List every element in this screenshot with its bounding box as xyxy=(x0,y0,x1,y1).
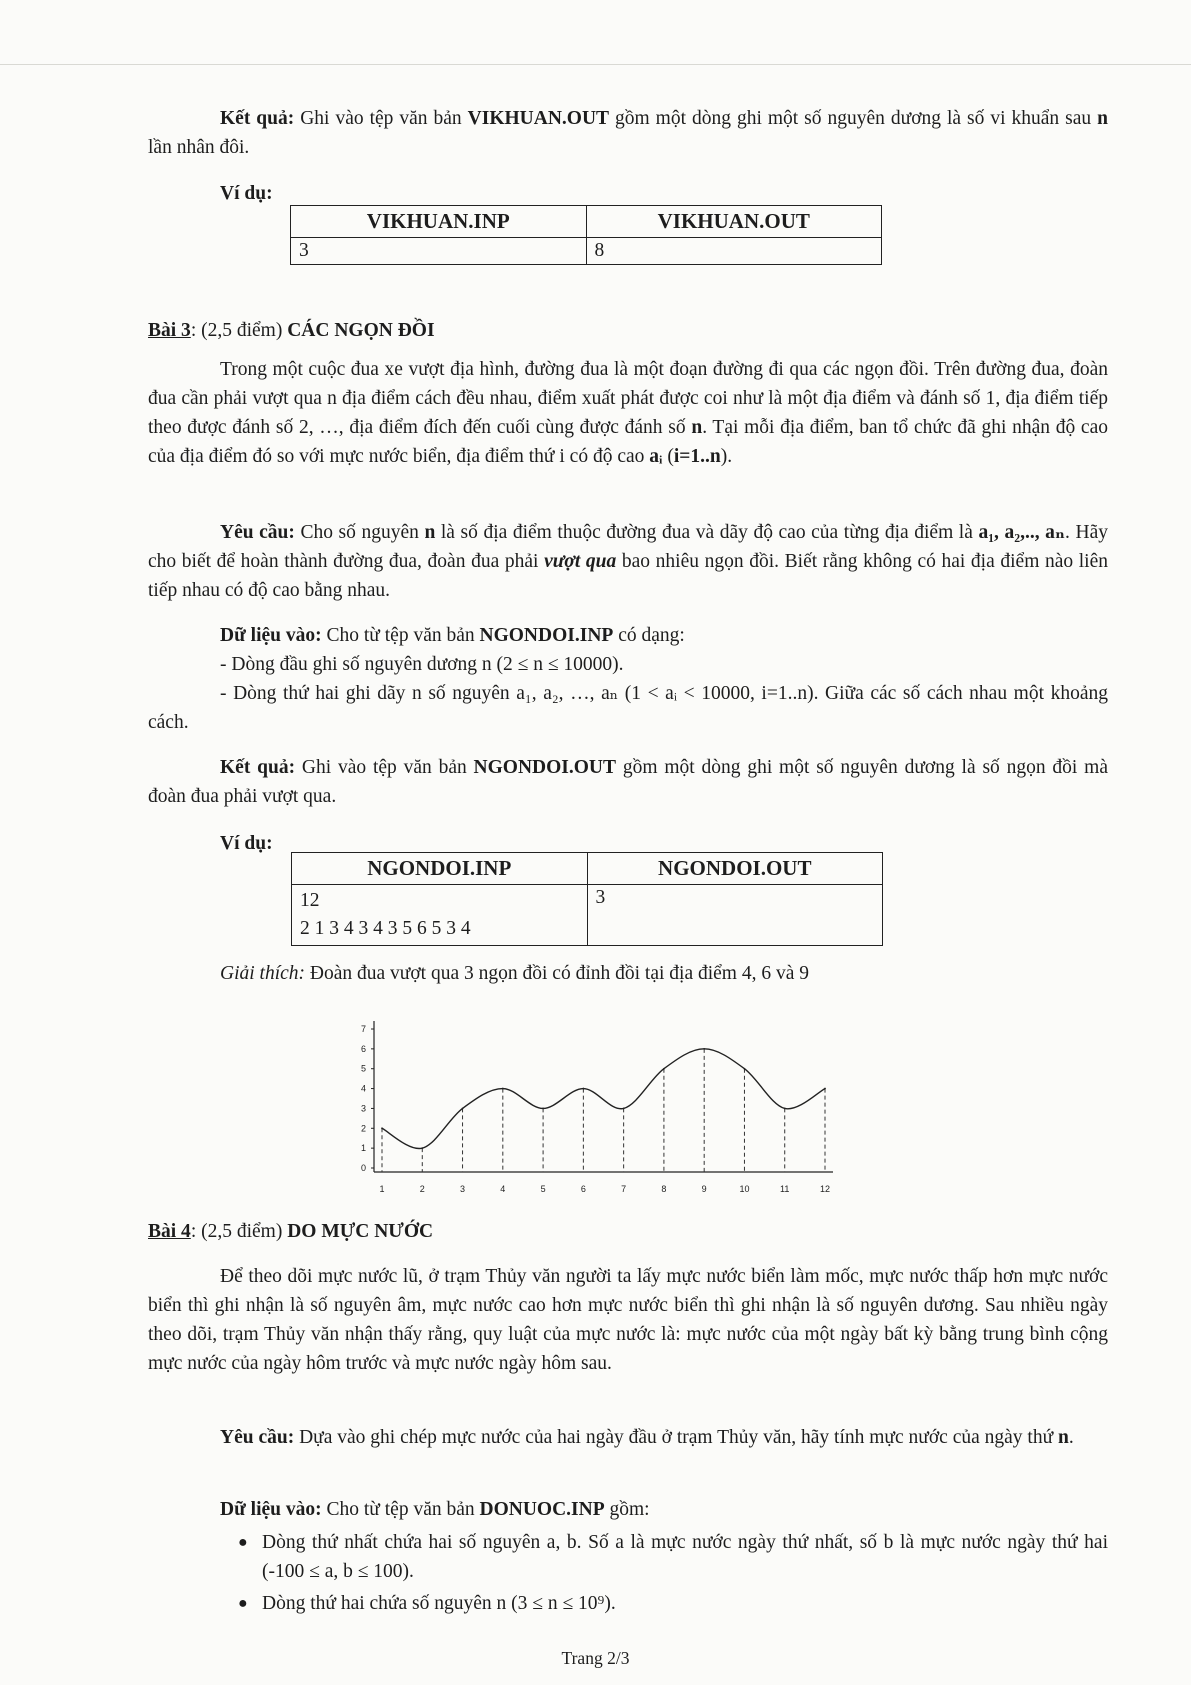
bai3-example-label: Ví dụ: xyxy=(220,833,273,854)
data-point xyxy=(502,1088,504,1090)
x-tick-label: 9 xyxy=(701,1184,707,1194)
data-point xyxy=(703,1048,705,1050)
bai3-input-spec: Dữ liệu vào: Cho từ tệp văn bản NGONDOI.INP có dạng: xyxy=(220,625,685,646)
ngondoi-example-table xyxy=(291,852,883,946)
data-point xyxy=(784,1108,786,1110)
input-line-1: 12 xyxy=(300,890,320,911)
data-point xyxy=(381,1127,383,1129)
data-point xyxy=(582,1088,584,1090)
bullet-icon: ● xyxy=(238,1534,248,1551)
x-tick-label: 1 xyxy=(379,1184,385,1194)
table-header-output: VIKHUAN.OUT xyxy=(586,206,882,238)
table-header-output: NGONDOI.OUT xyxy=(587,853,883,885)
table-cell-input xyxy=(292,885,588,946)
bai4-input-bullets xyxy=(238,1528,1108,1618)
x-tick-label: 7 xyxy=(621,1184,627,1194)
vikhuan-result-paragraph: Kết quả: Ghi vào tệp văn bản VIKHUAN.OUT gồm một dòng ghi một số nguyên dương là số vi khuẩn sau n lần nhân đôi. xyxy=(148,108,1108,158)
table-header-input: VIKHUAN.INP xyxy=(291,206,587,238)
scan-edge-line xyxy=(0,64,1191,65)
data-point xyxy=(421,1147,423,1149)
x-tick-label: 2 xyxy=(419,1184,425,1194)
x-tick-label: 6 xyxy=(580,1184,586,1194)
x-tick-label: 3 xyxy=(460,1184,466,1194)
y-tick-label: 3 xyxy=(360,1103,366,1114)
bai3-description: Trong một cuộc đua xe vượt địa hình, đường đua là một đoạn đường đi qua các ngọn đồi. Trên đường đua, đoàn đua cần phải vượt qua n địa điểm cách đều nhau, điểm xuất phát được coi như là một địa điểm và đánh số 1, địa điểm tiếp theo được đánh số 2, …, địa điểm đích đến cuối cùng được đánh số n. Tại mỗi địa điểm, ban tổ chức đã ghi nhận độ cao của địa điểm đó so với mực nước biển, địa điểm thứ i có độ cao aᵢ (i=1..n). xyxy=(148,359,1108,467)
bai3-input-line1: - Dòng đầu ghi số nguyên dương n (2 ≤ n ≤ 10000). xyxy=(220,654,624,675)
y-tick-label: 0 xyxy=(360,1163,366,1173)
page-number-footer: Trang 2/3 xyxy=(561,1648,630,1668)
bai3-heading: Bài 3: (2,5 điểm) CÁC NGỌN ĐỒI xyxy=(148,320,435,341)
hill-elevation-chart xyxy=(355,1005,905,1205)
x-tick-label: 12 xyxy=(819,1184,831,1194)
list-item: ● Dòng thứ hai chứa số nguyên n (3 ≤ n ≤ 10⁹). xyxy=(238,1589,1108,1618)
x-tick-label: 4 xyxy=(500,1184,506,1194)
x-tick-label: 5 xyxy=(540,1184,546,1194)
x-tick-label: 11 xyxy=(780,1184,790,1194)
bai4-input-spec: Dữ liệu vào: Cho từ tệp văn bản DONUOC.INP gồm: xyxy=(220,1499,650,1520)
elevation-series-line xyxy=(382,1049,825,1149)
data-point xyxy=(623,1108,625,1110)
data-point xyxy=(663,1068,665,1070)
bullet-icon: ● xyxy=(238,1595,248,1612)
data-point xyxy=(744,1068,746,1070)
input-line-2: 2 1 3 4 3 4 3 5 6 5 3 4 xyxy=(300,918,471,939)
table-cell-output: 3 xyxy=(587,885,883,946)
bai3-requirement: Yêu cầu: Cho số nguyên n là số địa điểm thuộc đường đua và dãy độ cao của từng địa điểm là a₁, a₂,.., aₙ. Hãy cho biết để hoàn thành đường đua, đoàn đua phải vượt qua bao nhiêu ngọn đồi. Biết rằng không có hai địa điểm nào liên tiếp nhau có độ cao bằng nhau. xyxy=(148,522,1109,601)
example-label: Ví dụ: xyxy=(220,183,273,204)
y-tick-label: 1 xyxy=(360,1143,366,1154)
x-tick-label: 8 xyxy=(661,1184,667,1194)
x-tick-label: 10 xyxy=(739,1184,750,1194)
bai3-input-line2: - Dòng thứ hai ghi dãy n số nguyên a₁, a₂, …, aₙ (1 < aᵢ < 10000, i=1..n). Giữa các số cách nhau một khoảng cách. xyxy=(148,683,1108,733)
bai4-heading: Bài 4: (2,5 điểm) DO MỰC NƯỚC xyxy=(148,1221,434,1242)
data-point xyxy=(462,1108,464,1110)
y-tick-label: 4 xyxy=(360,1083,366,1094)
table-header-input: NGONDOI.INP xyxy=(292,853,588,885)
vikhuan-example-table xyxy=(290,205,882,265)
y-tick-label: 7 xyxy=(360,1024,366,1034)
data-point xyxy=(542,1108,544,1110)
bai4-requirement: Yêu cầu: Dựa vào ghi chép mực nước của hai ngày đầu ở trạm Thủy văn, hãy tính mực nước của ngày thứ n. xyxy=(220,1427,1074,1448)
bai3-output-spec: Kết quả: Ghi vào tệp văn bản NGONDOI.OUT gồm một dòng ghi một số nguyên dương là số ngọn đồi mà đoàn đua phải vượt qua. xyxy=(148,757,1108,807)
y-tick-label: 2 xyxy=(360,1123,366,1134)
data-point xyxy=(824,1088,826,1090)
bai4-description: Để theo dõi mực nước lũ, ở trạm Thủy văn người ta lấy mực nước biển làm mốc, mực nước thấp hơn mực nước biển thì ghi nhận là số nguyên âm, mực nước cao hơn mực nước biển thì ghi nhận là số nguyên dương. Sau nhiều ngày theo dõi, trạm Thủy văn nhận thấy rằng, quy luật của mực nước là: mực nước của một ngày bất kỳ bằng trung bình cộng mực nước của ngày hôm trước và mực nước ngày hôm sau. xyxy=(148,1266,1108,1374)
bai3-explanation: Giải thích: Đoàn đua vượt qua 3 ngọn đồi có đỉnh đồi tại địa điểm 4, 6 và 9 xyxy=(220,963,809,984)
y-tick-label: 6 xyxy=(360,1043,366,1054)
table-cell-output: 8 xyxy=(586,238,882,265)
y-tick-label: 5 xyxy=(360,1063,366,1074)
list-item: ● Dòng thứ nhất chứa hai số nguyên a, b. Số a là mực nước ngày thứ nhất, số b là mực nước ngày thứ hai (-100 ≤ a, b ≤ 100). xyxy=(238,1528,1108,1586)
table-cell-input: 3 xyxy=(291,238,587,265)
